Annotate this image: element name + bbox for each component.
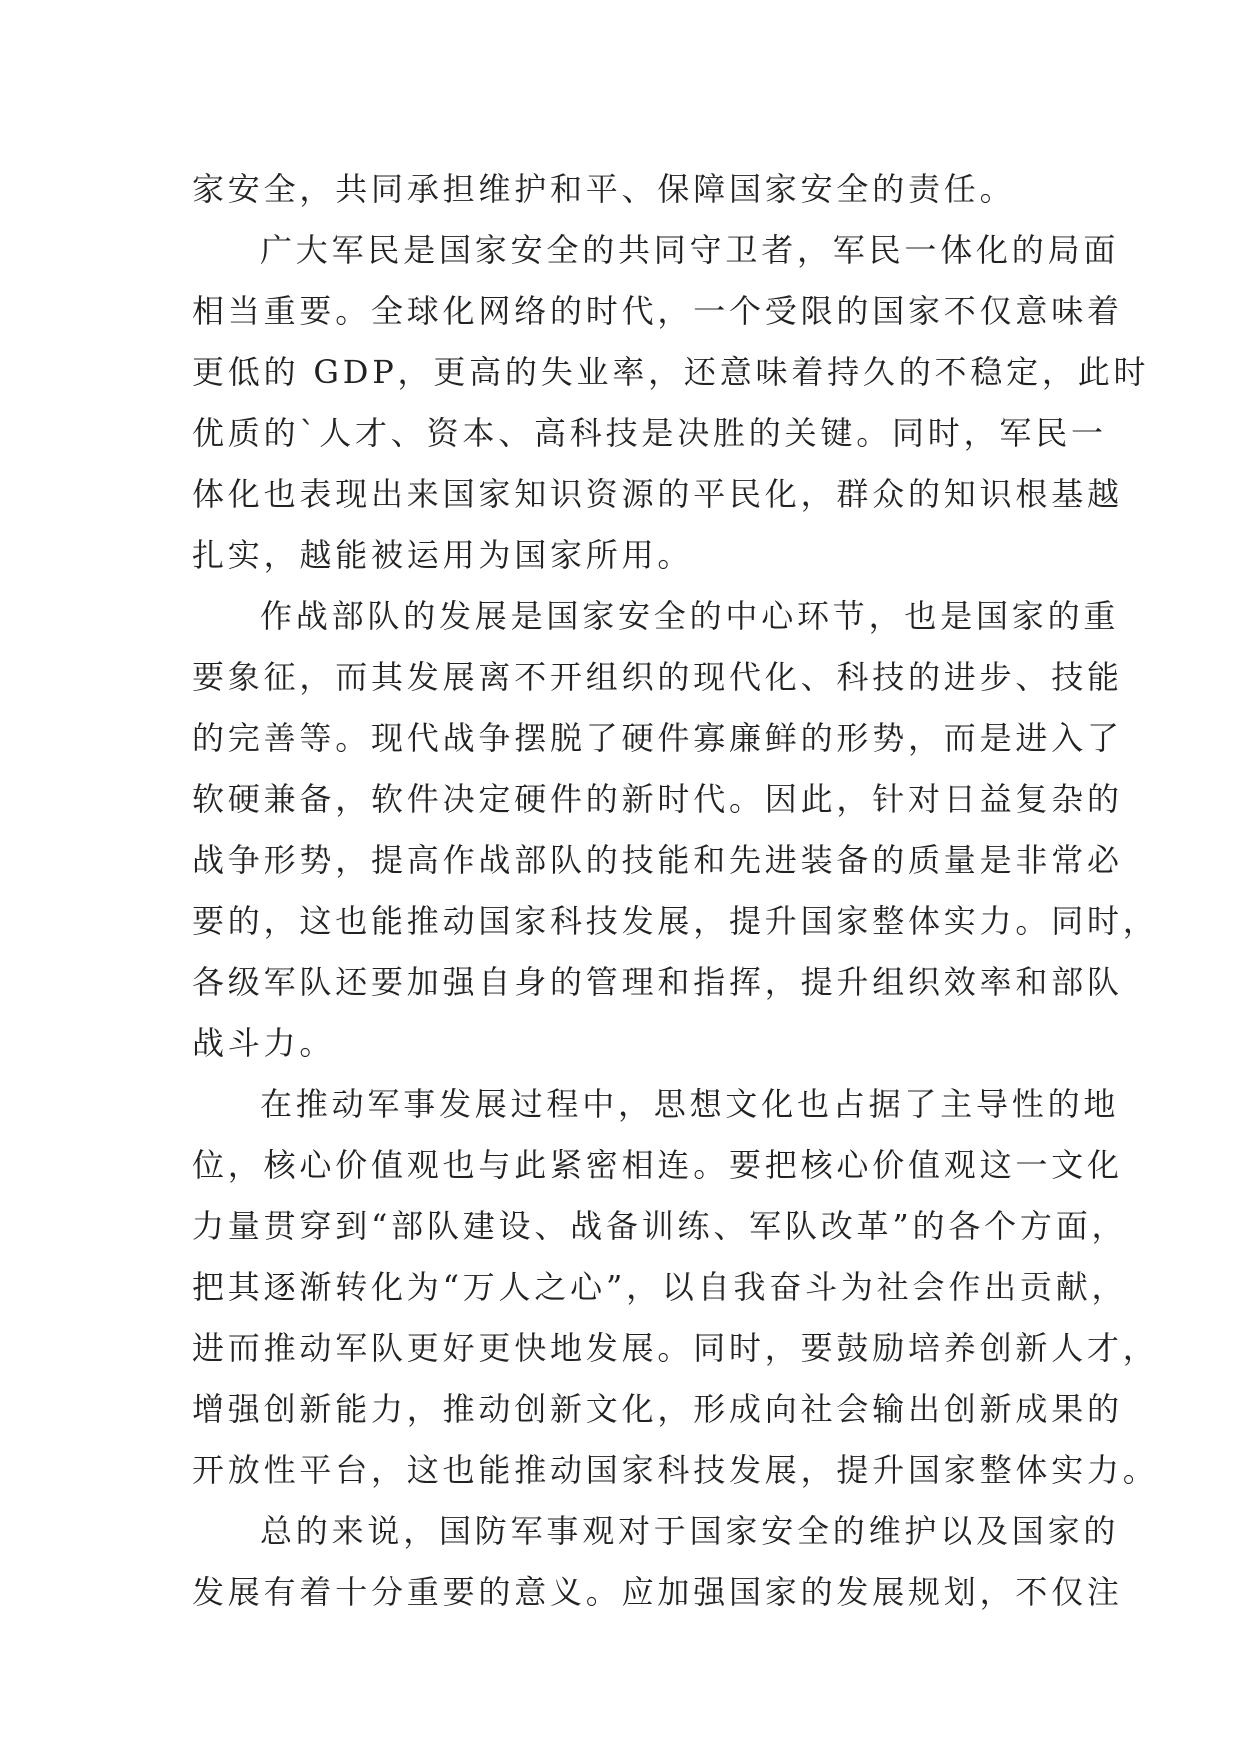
text-line: 战争形势，提高作战部队的技能和先进装备的质量是非常必 [192, 841, 1123, 879]
paragraph-first-line: 在推动军事发展过程中，思想文化也占据了主导性的地 [260, 1085, 1120, 1123]
text-line: 优质的`人才、资本、高科技是决胜的关键。同时，军民一 [192, 414, 1107, 452]
text-line: 各级军队还要加强自身的管理和指挥，提升组织效率和部队 [192, 963, 1123, 1001]
paragraph-first-line: 作战部队的发展是国家安全的中心环节，也是国家的重 [260, 597, 1120, 635]
text-line: 增强创新能力，推动创新文化，形成向社会输出创新成果的 [192, 1390, 1123, 1428]
text-line: 发展有着十分重要的意义。应加强国家的发展规划，不仅注 [192, 1573, 1123, 1611]
text-line: 体化也表现出来国家知识资源的平民化，群众的知识根基越 [192, 475, 1123, 513]
text-line: 扎实，越能被运用为国家所用。 [192, 536, 694, 574]
document-body [192, 159, 1159, 1623]
paragraph-first-line: 广大军民是国家安全的共同守卫者，军民一体化的局面 [260, 231, 1120, 269]
text-line: 把其逐渐转化为“万人之心”，以自我奋斗为社会作出贡献， [192, 1268, 1128, 1306]
text-line: 位，核心价值观也与此紧密相连。要把核心价值观这一文化 [192, 1146, 1123, 1184]
text-line: 软硬兼备，软件决定硬件的新时代。因此，针对日益复杂的 [192, 780, 1123, 818]
text-line: 家安全，共同承担维护和平、保障国家安全的责任。 [192, 170, 1016, 208]
text-line: 要的，这也能推动国家科技发展，提升国家整体实力。同时， [192, 902, 1159, 940]
text-line: 力量贯穿到“部队建设、战备训练、军队改革”的各个方面， [192, 1207, 1128, 1245]
text-line: 相当重要。全球化网络的时代，一个受限的国家不仅意味着 [192, 292, 1123, 330]
text-line: 战斗力。 [192, 1024, 336, 1062]
text-line: 开放性平台，这也能推动国家科技发展，提升国家整体实力。 [192, 1451, 1159, 1489]
text-line: 要象征，而其发展离不开组织的现代化、科技的进步、技能 [192, 658, 1123, 696]
text-line: 的完善等。现代战争摆脱了硬件寡廉鲜的形势，而是进入了 [192, 719, 1123, 757]
text-line: 更低的 GDP，更高的失业率，还意味着持久的不稳定，此时 [192, 353, 1150, 391]
text-line: 进而推动军队更好更快地发展。同时，要鼓励培养创新人才， [192, 1329, 1159, 1367]
paragraph-first-line: 总的来说，国防军事观对于国家安全的维护以及国家的 [260, 1512, 1120, 1550]
